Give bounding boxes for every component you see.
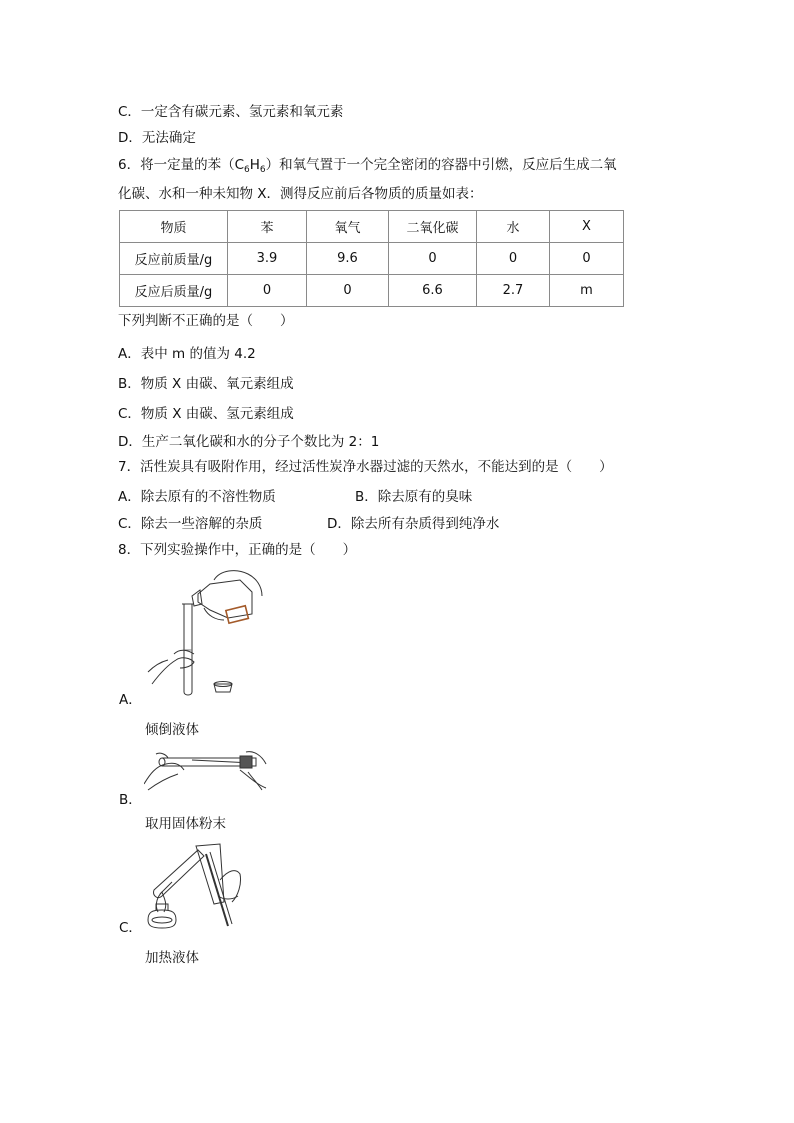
table-cell: 3.9 [228, 243, 307, 275]
q6-subscript-1: 6 [244, 165, 250, 175]
q7-option-c: C．除去一些溶解的杂质 [118, 516, 263, 532]
q8-option-c-caption: 加热液体 [145, 950, 199, 966]
q8-option-b-label: B． [119, 792, 142, 808]
table-cell: 0 [389, 243, 477, 275]
q6-stem-line2: 化碳、水和一种未知物 X．测得反应前后各物质的质量如表： [118, 186, 483, 202]
table-cell: m [550, 275, 624, 307]
q8-option-a-label: A． [119, 692, 142, 708]
q6-question: 下列判断不正确的是（ ） [118, 313, 294, 329]
table-header-cell: 物质 [120, 211, 228, 243]
q5-option-c: C．一定含有碳元素、氢元素和氧元素 [118, 104, 344, 120]
q6-option-a: A．表中 m 的值为 4.2 [118, 346, 256, 362]
pouring-liquid-illustration [144, 568, 264, 698]
mass-table [119, 210, 624, 307]
table-cell: 反应后质量/g [120, 275, 228, 307]
q7-stem: 7．活性炭具有吸附作用，经过活性炭净水器过滤的天然水，不能达到的是（ ） [118, 459, 613, 475]
table-cell: 反应前质量/g [120, 243, 228, 275]
table-header-row [120, 211, 624, 243]
q6-option-c: C．物质 X 由碳、氢元素组成 [118, 406, 294, 422]
q8-option-b-caption: 取用固体粉末 [145, 816, 226, 832]
table-header-cell: 氧气 [307, 211, 389, 243]
q6-stem-part-a: 6．将一定量的苯（C [118, 157, 245, 173]
heating-liquid-illustration [144, 840, 244, 930]
solid-powder-illustration [144, 744, 269, 792]
table-cell: 0 [477, 243, 550, 275]
q6-stem-line1 [118, 156, 617, 174]
table-row [120, 243, 624, 275]
q8-option-a-caption: 倾倒液体 [145, 722, 199, 738]
table-cell: 0 [307, 275, 389, 307]
q6-stem-part-c: ）和氧气置于一个完全密闭的容器中引燃，反应后生成二氧 [265, 157, 617, 173]
q6-subscript-2: 6 [259, 165, 266, 175]
table-header-cell: 苯 [228, 211, 307, 243]
q7-option-b: B．除去原有的臭味 [355, 489, 473, 505]
q7-option-d: D．除去所有杂质得到纯净水 [327, 516, 500, 532]
q6-option-d: D．生产二氧化碳和水的分子个数比为 2：1 [118, 434, 380, 450]
table-cell: 0 [228, 275, 307, 307]
table-cell: 6.6 [389, 275, 477, 307]
table-header-cell: 二氧化碳 [389, 211, 477, 243]
table-cell: 9.6 [307, 243, 389, 275]
q6-option-b: B．物质 X 由碳、氧元素组成 [118, 376, 294, 392]
table-cell: 2.7 [477, 275, 550, 307]
table-header-cell: X [550, 211, 624, 243]
q6-stem-part-b: H [249, 157, 260, 173]
table-cell: 0 [550, 243, 624, 275]
q5-option-d: D．无法确定 [118, 130, 196, 146]
table-header-cell: 水 [477, 211, 550, 243]
q8-option-c-label: C． [119, 920, 142, 936]
table-row [120, 275, 624, 307]
q7-option-a: A．除去原有的不溶性物质 [118, 489, 276, 505]
q8-stem: 8．下列实验操作中，正确的是（ ） [118, 542, 357, 558]
